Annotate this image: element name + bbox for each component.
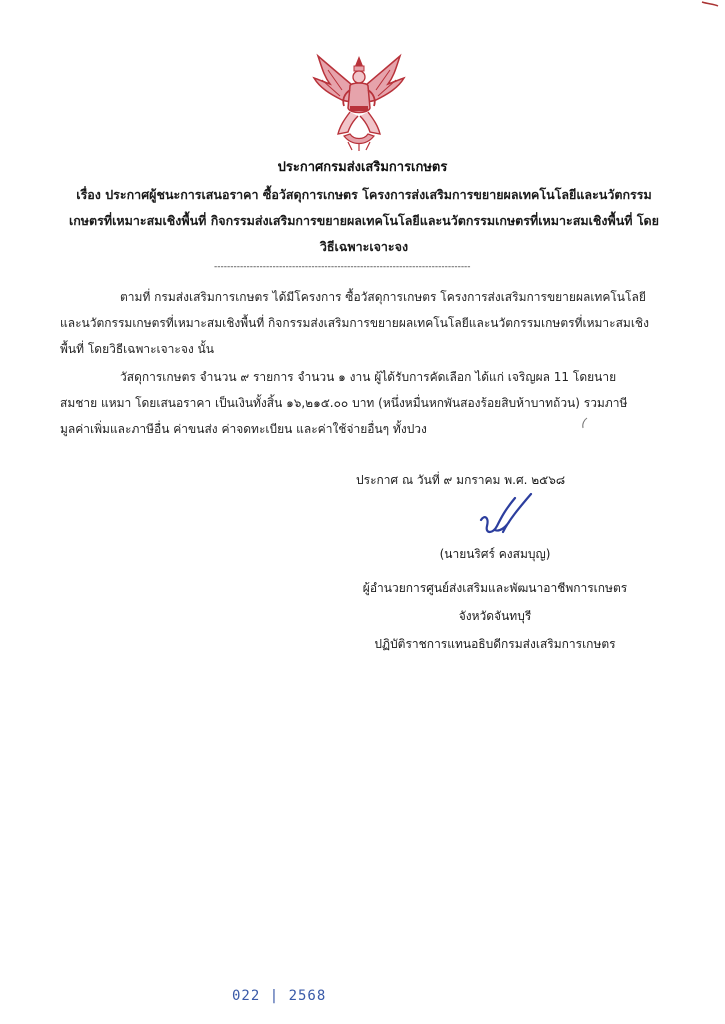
announcement-date: ประกาศ ณ วันที่ ๙ มกราคม พ.ศ. ๒๕๖๘	[356, 473, 566, 487]
pen-mark	[700, 0, 720, 8]
paragraph-line: สมชาย แหมา โดยเสนอราคา เป็นเงินทั้งสิ้น ๑๖,๒๑๕.๐๐ บาท (หนึ่งหมื่นหกพันสองร้อยสิบห้าบาทถ้วน) รวมภาษี	[60, 396, 628, 410]
paragraph-award	[60, 364, 660, 442]
paragraph-line: ตามที่ กรมส่งเสริมการเกษตร ได้มีโครงการ ซื้อวัสดุการเกษตร โครงการส่งเสริมการขยายผลเทคโนโลยี	[120, 290, 646, 304]
signer-title: ปฏิบัติราชการแทนอธิบดีกรมส่งเสริมการเกษตร	[374, 637, 616, 651]
paragraph-line: มูลค่าเพิ่มและภาษีอื่น ค่าขนส่ง ค่าจดทะเบียน และค่าใช้จ่ายอื่นๆ ทั้งปวง	[60, 422, 427, 436]
subject-line: เรื่อง ประกาศผู้ชนะการเสนอราคา ซื้อวัสดุการเกษตร โครงการส่งเสริมการขยายผลเทคโนโลยีและนวัตกรรม	[76, 187, 652, 202]
document-subject	[52, 182, 676, 260]
pen-mark	[578, 416, 590, 430]
subject-line: เกษตรที่เหมาะสมเชิงพื้นที่ กิจกรรมส่งเสริมการขยายผลเทคโนโลยีและนวัตกรรมเกษตรที่เหมาะสมเชิงพื้นที่ โดย	[68, 213, 660, 228]
signer-title: จังหวัดจันทบุรี	[458, 609, 532, 623]
garuda-emblem-icon	[308, 50, 410, 152]
section-divider: -------------------------------------------------------------------------------	[214, 262, 471, 272]
handwritten-signature-icon	[475, 490, 535, 542]
signature-block	[340, 540, 650, 658]
paragraph-project	[60, 284, 660, 362]
paragraph-line: และนวัตกรรมเกษตรที่เหมาะสมเชิงพื้นที่ กิจกรรมส่งเสริมการขยายผลเทคโนโลยีและนวัตกรรมเกษตรที่เหมาะสมเชิง	[60, 316, 649, 330]
paragraph-line: วัสดุการเกษตร จำนวน ๙ รายการ จำนวน ๑ งาน ผู้ได้รับการคัดเลือก ได้แก่ เจริญผล 11 โดยนาย	[120, 370, 617, 384]
signer-name: (นายนริศร์ คงสมบุญ)	[439, 547, 551, 561]
handwritten-reference-number: 022 | 2568	[232, 988, 327, 1004]
subject-line: วิธีเฉพาะเจาะจง	[319, 239, 409, 254]
document-issuer: ประกาศกรมส่งเสริมการเกษตร	[277, 160, 448, 175]
signer-title: ผู้อำนวยการศูนย์ส่งเสริมและพัฒนาอาชีพการเกษตร	[362, 581, 628, 595]
paragraph-line: พื้นที่ โดยวิธีเฉพาะเจาะจง นั้น	[60, 342, 214, 356]
